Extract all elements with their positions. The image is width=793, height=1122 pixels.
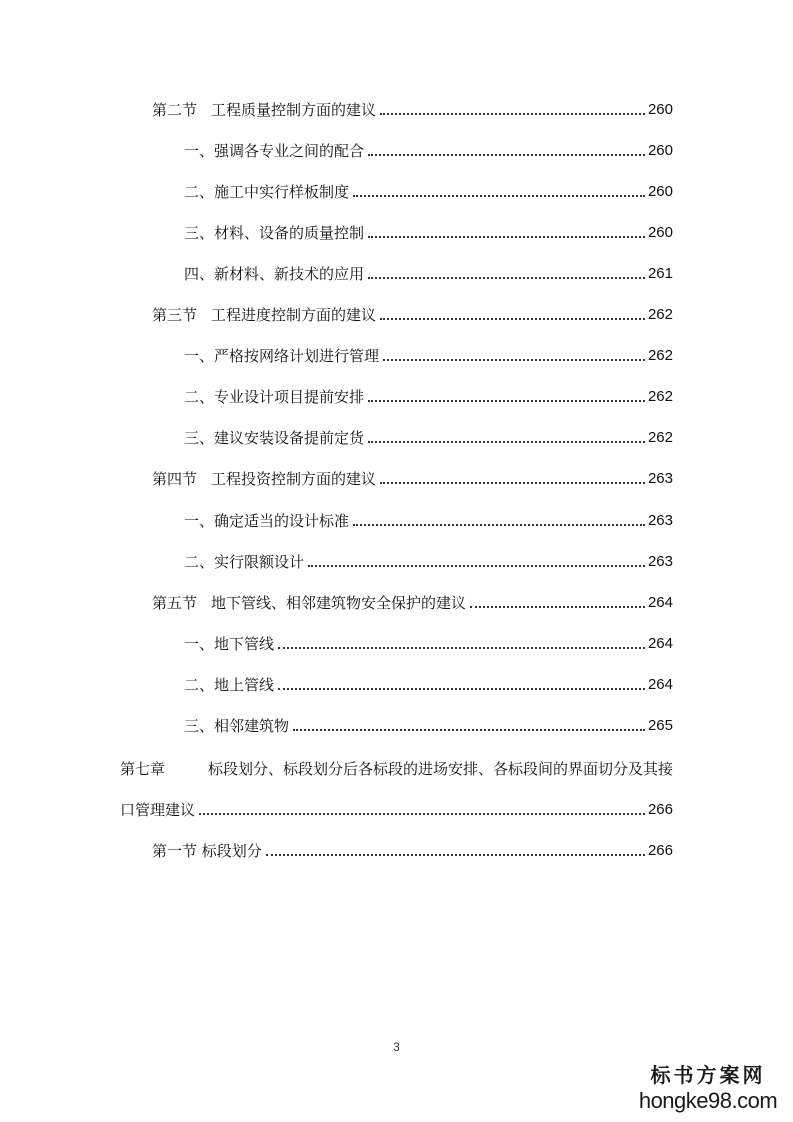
dot-leader — [266, 854, 645, 856]
toc-page-number: 266 — [647, 801, 673, 818]
toc-label: 第三节 工程进度控制方面的建议 — [152, 306, 377, 324]
dot-leader — [353, 195, 645, 197]
toc-page-number: 262 — [647, 347, 673, 364]
watermark-title: 标书方案网 — [650, 1063, 766, 1087]
toc-section-entry[interactable] — [152, 304, 673, 326]
toc-label: 三、相邻建筑物 — [184, 717, 290, 735]
dot-leader — [199, 813, 645, 815]
toc-page-number: 262 — [647, 388, 673, 405]
toc-page-number: 260 — [647, 101, 673, 118]
chapter-title-line1: 标段划分、标段划分后各标段的进场安排、各标段间的界面切分及其接 — [207, 760, 673, 778]
toc-item-entry[interactable] — [184, 427, 673, 449]
watermark-domain: hongke98.com — [638, 1088, 778, 1113]
toc-label: 三、建议安装设备提前定货 — [184, 429, 365, 447]
dot-leader — [278, 688, 645, 690]
dot-leader — [278, 647, 645, 649]
toc-item-entry[interactable] — [184, 633, 673, 655]
toc-item-entry[interactable] — [184, 386, 673, 408]
toc-label: 四、新材料、新技术的应用 — [184, 265, 365, 283]
watermark — [633, 1062, 783, 1114]
toc-label: 第四节 工程投资控制方面的建议 — [152, 470, 377, 488]
dot-leader — [470, 606, 645, 608]
toc-item-entry[interactable] — [184, 222, 673, 244]
toc-label: 一、地下管线 — [184, 635, 275, 653]
dot-leader — [308, 565, 645, 567]
dot-leader — [368, 154, 645, 156]
toc-page-number: 264 — [647, 635, 673, 652]
toc-page-number: 263 — [647, 512, 673, 529]
toc-section-entry[interactable] — [152, 99, 673, 121]
toc-label: 二、实行限额设计 — [184, 553, 305, 571]
toc-chapter-entry-continued[interactable] — [120, 799, 673, 821]
toc-page-number: 265 — [647, 717, 673, 734]
dot-leader — [383, 359, 645, 361]
toc-page-number: 264 — [647, 676, 673, 693]
toc-page-number: 260 — [647, 224, 673, 241]
toc-item-entry[interactable] — [184, 345, 673, 367]
toc-label: 二、施工中实行样板制度 — [184, 183, 350, 201]
toc-page-number: 264 — [647, 594, 673, 611]
dot-leader — [368, 400, 645, 402]
toc-section-entry[interactable] — [152, 468, 673, 490]
toc-label: 二、地上管线 — [184, 676, 275, 694]
toc-page-number: 262 — [647, 429, 673, 446]
toc-item-entry[interactable] — [184, 674, 673, 696]
toc-label: 一、强调各专业之间的配合 — [184, 142, 365, 160]
toc-item-entry[interactable] — [184, 263, 673, 285]
toc-label: 三、材料、设备的质量控制 — [184, 224, 365, 242]
dot-leader — [368, 441, 645, 443]
toc-section-entry[interactable] — [152, 592, 673, 614]
toc-item-entry[interactable] — [184, 510, 673, 532]
dot-leader — [380, 318, 645, 320]
toc-chapter-entry[interactable] — [120, 757, 673, 781]
toc-page-number: 263 — [647, 470, 673, 487]
dot-leader — [380, 482, 645, 484]
toc-label: 一、确定适当的设计标准 — [184, 512, 350, 530]
toc-item-entry[interactable] — [184, 551, 673, 573]
dot-leader — [293, 729, 645, 731]
page-number: 3 — [393, 1040, 400, 1054]
dot-leader — [368, 236, 645, 238]
toc-section-entry[interactable] — [152, 840, 673, 862]
toc-label: 第一节 标段划分 — [152, 842, 262, 860]
chapter-number: 第七章 — [120, 760, 166, 778]
toc-page-number: 260 — [647, 183, 673, 200]
toc-label: 第二节 工程质量控制方面的建议 — [152, 101, 377, 119]
toc-page-number: 263 — [647, 553, 673, 570]
toc-label: 第五节 地下管线、相邻建筑物安全保护的建议 — [152, 594, 467, 612]
toc-label: 二、专业设计项目提前安排 — [184, 388, 365, 406]
dot-leader — [380, 113, 645, 115]
dot-leader — [368, 277, 645, 279]
toc-page-number: 262 — [647, 306, 673, 323]
dot-leader — [353, 524, 645, 526]
toc-label: 一、严格按网络计划进行管理 — [184, 347, 380, 365]
toc-item-entry[interactable] — [184, 715, 673, 737]
toc-page-number: 260 — [647, 142, 673, 159]
chapter-title-line2: 口管理建议 — [120, 801, 196, 819]
toc-item-entry[interactable] — [184, 181, 673, 203]
toc-page-number: 266 — [647, 842, 673, 859]
toc-item-entry[interactable] — [184, 140, 673, 162]
toc-page-number: 261 — [647, 265, 673, 282]
